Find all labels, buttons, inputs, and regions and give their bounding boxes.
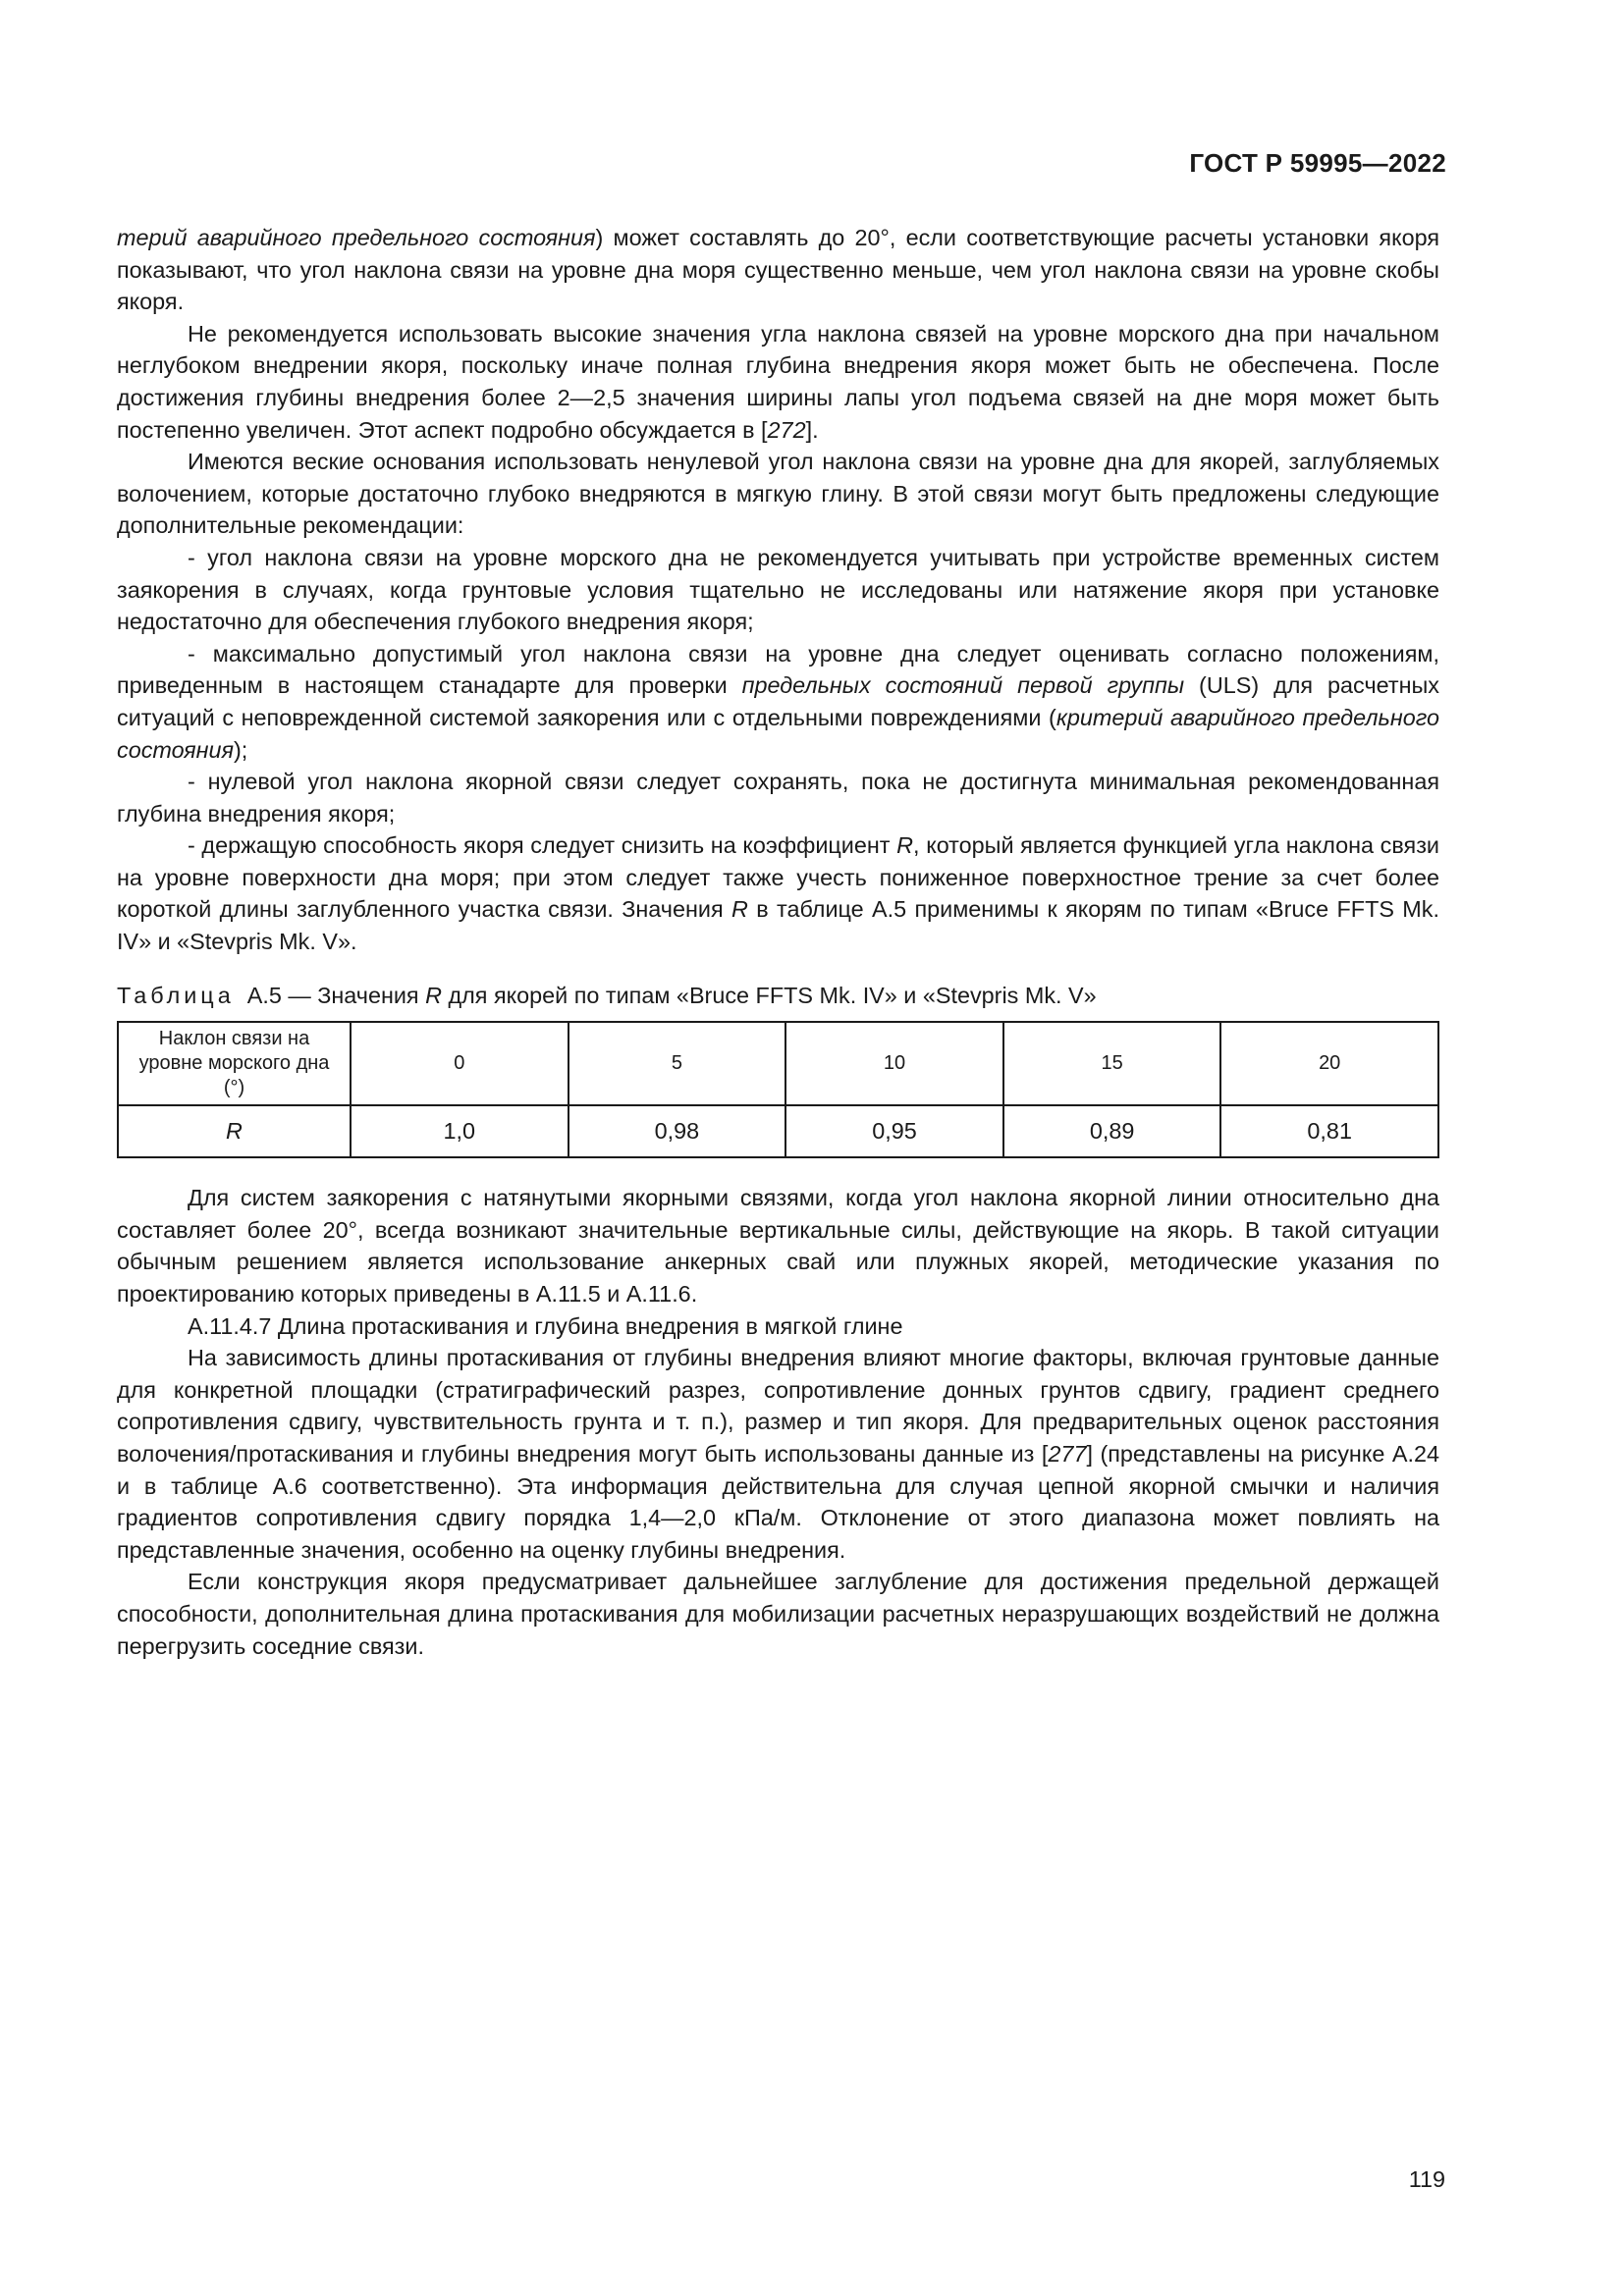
reference-277: 277 [1048, 1441, 1087, 1467]
page-number: 119 [1408, 2166, 1445, 2192]
bullet-item-2: - максимально допустимый угол наклона связи на уровне дна следует оценивать согласно положениям, приведенным в настоящем станадарте для проверки предельных состояний первой группы (ULS) для расчетных ситуаций с неповрежденной системой заякорения или с отдельными повреждениями (критерий аварийного предельного состояния); [117, 640, 1440, 763]
paragraph-2: Не рекомендуется использовать высокие значения угла наклона связей на уровне морского дна при начальном неглубоком внедрении якоря, поскольку иначе полная глубина внедрения якоря может быть не обеспечена. После достижения глубины внедрения более 2—2,5 значения ширины лапы угол подъема связей на дне моря может быть постепенно увеличен. Этот аспект подробно обсуждается в [272]. [117, 320, 1439, 443]
paragraph-3: Имеются веские основания использовать ненулевой угол наклона связи на уровне дна для якорей, заглубляемых волочением, которые достаточно глубоко внедряются в мягкую глину. В этой связи могут быть предложены следующие дополнительные рекомендации: [117, 449, 1439, 539]
table-cell: 1,0 [351, 1105, 568, 1157]
table-header-cell: 20 [1220, 1022, 1438, 1105]
table-header-cell: 10 [785, 1022, 1003, 1105]
table-header-cell: 15 [1003, 1022, 1221, 1105]
paragraph-1: терий аварийного предельного состояния) может составлять до 20°, если соответствующие расчеты установки якоря показывают, что угол наклона связи на уровне дна моря существенно меньше, чем угол наклона связи на уровне скобы якоря. [117, 225, 1439, 315]
bullet-item-1: - угол наклона связи на уровне морского дна не рекомендуется учитывать при устройстве временных систем заякорения в случаях, когда грунтовые условия тщательно не исследованы или натяжение якоря при установке недостаточно для обеспечения глубокого внедрения якоря; [117, 544, 1439, 635]
table-cell: 0,95 [785, 1105, 1003, 1157]
document-body [117, 222, 1439, 1662]
values-table [117, 1021, 1439, 1158]
table-caption: Таблица А.5 — Значения R для якорей по типам «Bruce FFTS Mk. IV» и «Stevpris Mk. V» [117, 982, 1097, 1008]
table-cell: 0,89 [1003, 1105, 1221, 1157]
document-header: ГОСТ Р 59995—2022 [1189, 148, 1446, 178]
italic-term: терий аварийного предельного состояния [117, 225, 596, 250]
table-header-label: Наклон связи на уровне морского дна (°) [118, 1022, 351, 1105]
table-row-label: R [118, 1105, 351, 1157]
table-header-cell: 5 [568, 1022, 786, 1105]
paragraph-6: На зависимость длины протаскивания от глубины внедрения влияют многие факторы, включая грунтовые данные для конкретной площадки (стратиграфический разрез, сопротивление донных грунтов сдвигу, градиент среднего сопротивления сдвигу, чувствительность грунта и т. п.), размер и тип якоря. Для предварительных оценок расстояния волочения/протаскивания и глубины внедрения могут быть использованы данные из [277] (представлены на рисунке А.24 и в таблице А.6 соответственно). Эта информация действительна для случая цепной якорной смычки и наличия градиентов сопротивления сдвигу порядка 1,4—2,0 кПа/м. Отклонение от этого диапазона может повлиять на представленные значения, особенно на оценку глубины внедрения. [117, 1345, 1439, 1563]
reference-272: 272 [767, 416, 806, 443]
table-header-row [118, 1022, 1438, 1105]
paragraph-7: Если конструкция якоря предусматривает дальнейшее заглубление для достижения предельной держащей способности, дополнительная длина протаскивания для мобилизации расчетных неразрушающих воздействий не должна перегрузить соседние связи. [117, 1569, 1439, 1659]
bullet-item-4: - держащую способность якоря следует снизить на коэффициент R, который является функцией угла наклона связи на уровне поверхности дна моря; при этом следует также учесть пониженное поверхностное трение за счет более короткой длины заглубленного участка связи. Значения R в таблице А.5 применимы к якорям по типам «Bruce FFTS Mk. IV» и «Stevpris Mk. V». [117, 832, 1439, 955]
table-header-cell: 0 [351, 1022, 568, 1105]
table-row [118, 1105, 1438, 1157]
paragraph-4: Для систем заякорения с натянутыми якорными связями, когда угол наклона якорной линии относительно дна составляет более 20°, всегда возникают значительные вертикальные силы, действующие на якорь. В такой ситуации обычным решением является использование анкерных свай или плужных якорей, методические указания по проектированию которых приведены в А.11.5 и А.11.6. [117, 1185, 1439, 1308]
table-cell: 0,81 [1220, 1105, 1438, 1157]
bullet-item-3: - нулевой угол наклона якорной связи следует сохранять, пока не достигнута минимальная рекомендованная глубина внедрения якоря; [117, 769, 1439, 827]
table-cell: 0,98 [568, 1105, 786, 1157]
section-heading: А.11.4.7 Длина протаскивания и глубина внедрения в мягкой глине [188, 1312, 903, 1339]
